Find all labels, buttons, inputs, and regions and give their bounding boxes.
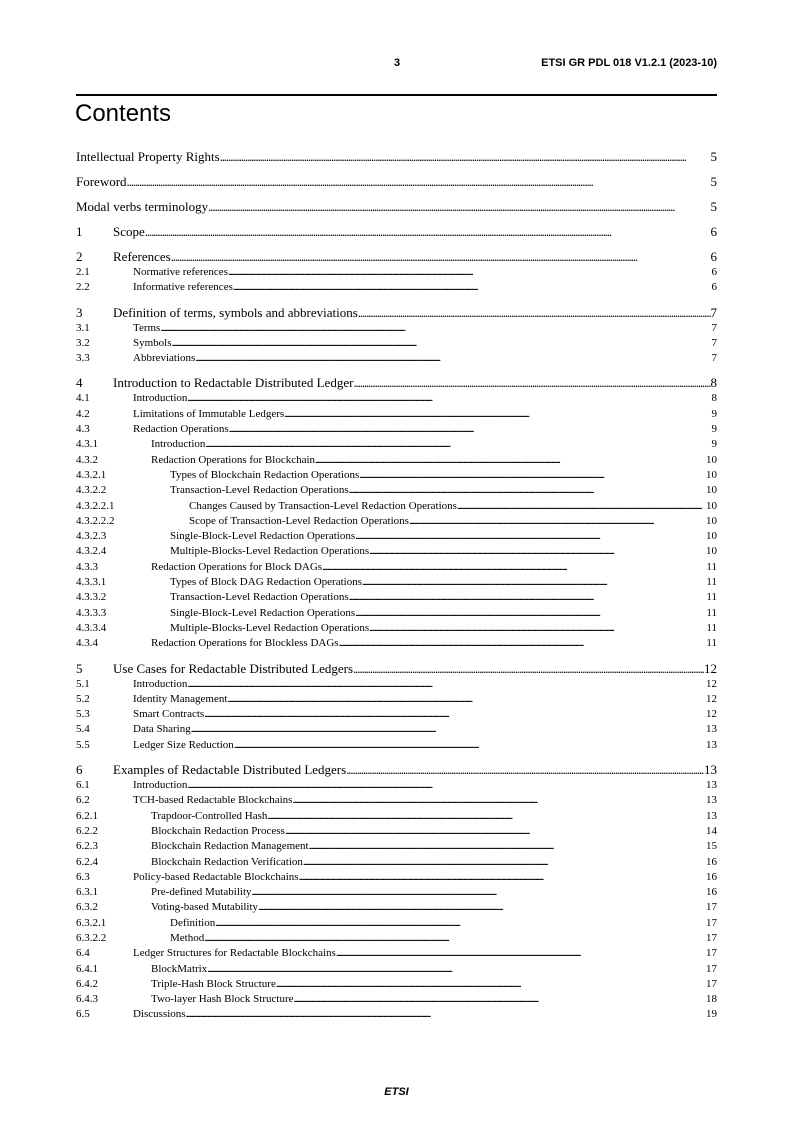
- toc-entry[interactable]: [76, 529, 717, 544]
- toc-entry-number: 4.3.4: [76, 637, 98, 650]
- dot-leader: [258, 900, 706, 915]
- toc-entry-number: 3.2: [76, 336, 90, 349]
- toc-entry-title[interactable]: Blockchain Redaction Management: [151, 840, 309, 853]
- toc-entry[interactable]: [76, 722, 717, 737]
- toc-entry-title[interactable]: Method: [170, 931, 205, 944]
- toc-entry-number: 5.3: [76, 708, 90, 721]
- toc-entry-page: 7: [711, 321, 717, 334]
- toc-entry-number: 4.1: [76, 392, 90, 405]
- toc-entry-title[interactable]: Abbreviations: [133, 352, 196, 365]
- toc-entry-title[interactable]: Introduction: [133, 677, 188, 690]
- toc-entry-page: 10: [706, 545, 717, 558]
- toc-entry-number: 6.4.3: [76, 993, 98, 1006]
- toc-entry-title[interactable]: Terms: [133, 321, 161, 334]
- toc-entry[interactable]: [76, 660, 717, 677]
- dot-leader: [349, 590, 707, 605]
- dot-leader: [362, 575, 706, 590]
- dot-leader: [284, 407, 711, 422]
- toc-entry-page: 17: [706, 947, 717, 960]
- toc-entry[interactable]: [76, 575, 717, 590]
- toc-entry-title[interactable]: Policy-based Redactable Blockchains: [133, 870, 299, 883]
- toc-entry-page: 6: [711, 281, 717, 294]
- toc-entry-title[interactable]: Examples of Redactable Distributed Ledgers: [113, 762, 347, 778]
- toc-entry-page: 15: [706, 840, 717, 853]
- toc-entry-page: 11: [706, 576, 717, 589]
- toc-entry-page: 12: [706, 692, 717, 705]
- dot-leader: [160, 321, 711, 336]
- dot-leader: [309, 839, 706, 854]
- toc-entry-page: 12: [706, 708, 717, 721]
- page-title: Contents: [75, 100, 172, 127]
- toc-entry-page: 17: [706, 962, 717, 975]
- toc-entry-number: 4.3.3.4: [76, 621, 107, 634]
- toc-entry-page: 16: [706, 855, 717, 868]
- toc-entry[interactable]: [76, 900, 717, 915]
- dot-leader: [353, 660, 704, 677]
- toc-entry-number: 6.3.2: [76, 901, 98, 914]
- toc-entry-page: 11: [706, 606, 717, 619]
- toc-entry-title[interactable]: Pre-defined Mutability: [151, 886, 252, 899]
- toc-entry-page: 17: [706, 901, 717, 914]
- toc-entry-page: 13: [706, 723, 717, 736]
- toc-entry[interactable]: [76, 391, 717, 406]
- toc-entry[interactable]: [76, 916, 717, 931]
- dot-leader: [205, 437, 711, 452]
- dot-leader: [233, 280, 712, 295]
- toc-entry-page: 7: [711, 336, 717, 349]
- dot-leader: [187, 778, 706, 793]
- toc-entry[interactable]: [76, 590, 717, 605]
- toc-entry[interactable]: [76, 692, 717, 707]
- dot-leader: [215, 916, 706, 931]
- toc-entry-number: 5.5: [76, 738, 90, 751]
- toc-entry-number: 3.1: [76, 321, 90, 334]
- dot-leader: [315, 453, 706, 468]
- toc-entry-page: 6: [710, 249, 717, 264]
- toc-entry[interactable]: [76, 223, 717, 240]
- dot-leader: [294, 992, 707, 1007]
- toc-entry[interactable]: [76, 468, 717, 483]
- toc-entry[interactable]: [76, 351, 717, 366]
- toc-entry-title[interactable]: Transaction-Level Redaction Operations: [170, 484, 349, 497]
- dot-leader: [187, 677, 706, 692]
- toc-entry-title[interactable]: Modal verbs terminology: [76, 199, 209, 214]
- toc-entry[interactable]: [76, 606, 717, 621]
- toc-entry-title[interactable]: TCH-based Redactable Blockchains: [133, 794, 293, 807]
- toc-entry[interactable]: [76, 336, 717, 351]
- toc-entry-title[interactable]: Definition of terms, symbols and abbreviations: [113, 304, 358, 320]
- dot-leader: [355, 606, 706, 621]
- toc-entry-page: 6: [710, 224, 717, 239]
- toc-entry-page: 17: [706, 931, 717, 944]
- toc-entry-title[interactable]: Single-Block-Level Redaction Operations: [170, 606, 356, 619]
- toc-entry-number: 4.3.3: [76, 560, 98, 573]
- toc-entry-title[interactable]: Smart Contracts: [133, 708, 205, 721]
- dot-leader: [252, 885, 706, 900]
- toc-entry[interactable]: [76, 321, 717, 336]
- toc-entry-title[interactable]: Discussions: [133, 1008, 186, 1021]
- toc-entry-number: 6.4.2: [76, 977, 98, 990]
- toc-entry[interactable]: [76, 839, 717, 854]
- toc-entry-number: 4.3.2: [76, 453, 98, 466]
- toc-entry[interactable]: [76, 453, 717, 468]
- toc-entry-title[interactable]: BlockMatrix: [151, 962, 208, 975]
- dot-leader: [292, 793, 706, 808]
- toc-entry-page: 10: [706, 484, 717, 497]
- toc-entry-page: 17: [706, 977, 717, 990]
- toc-entry-title[interactable]: Introduction: [133, 392, 188, 405]
- dot-leader: [355, 529, 706, 544]
- toc-entry-number: 3.3: [76, 352, 90, 365]
- toc-entry-number: 3: [76, 304, 83, 320]
- toc-entry-number: 4.3.2.2.1: [76, 499, 115, 512]
- toc-entry-number: 6.4: [76, 947, 90, 960]
- toc-entry-page: 8: [710, 375, 717, 391]
- toc-entry[interactable]: [76, 885, 717, 900]
- toc-entry[interactable]: [76, 248, 717, 265]
- toc-entry[interactable]: [76, 855, 717, 870]
- toc-entry-page: 11: [706, 591, 717, 604]
- toc-entry[interactable]: [76, 793, 717, 808]
- toc-entry-title[interactable]: Ledger Size Reduction: [133, 738, 234, 751]
- toc-entry-title[interactable]: Redaction Operations for Block DAGs: [151, 560, 323, 573]
- toc-entry-page: 13: [706, 809, 717, 822]
- toc-entry-number: 4.3.2.2.2: [76, 514, 115, 527]
- toc-entry-number: 4.3.3.3: [76, 606, 107, 619]
- toc-entry-title[interactable]: Limitations of Immutable Ledgers: [133, 407, 285, 420]
- toc-entry-number: 6.1: [76, 779, 90, 792]
- toc-entry-number: 6.3: [76, 870, 90, 883]
- toc-entry-title[interactable]: Redaction Operations: [133, 423, 229, 436]
- toc-entry-page: 9: [711, 423, 717, 436]
- toc-entry-number: 5.1: [76, 677, 90, 690]
- toc-entry-title[interactable]: Transaction-Level Redaction Operations: [170, 591, 349, 604]
- toc-entry-page: 9: [711, 438, 717, 451]
- dot-leader: [339, 636, 707, 651]
- toc-entry-page: 14: [706, 824, 717, 837]
- table-of-contents: [76, 148, 717, 1023]
- dot-leader: [409, 514, 706, 529]
- toc-entry-page: 11: [706, 621, 717, 634]
- toc-entry-title[interactable]: Triple-Hash Block Structure: [151, 977, 276, 990]
- dot-leader: [276, 977, 706, 992]
- dot-leader: [457, 499, 706, 514]
- toc-entry-title[interactable]: Voting-based Mutability: [151, 901, 259, 914]
- toc-entry-page: 18: [706, 993, 717, 1006]
- toc-entry-number: 6: [76, 762, 83, 778]
- toc-entry-page: 11: [706, 560, 717, 573]
- toc-entry-number: 4.2: [76, 407, 90, 420]
- dot-leader: [369, 621, 706, 636]
- toc-entry-number: 6.2.4: [76, 855, 98, 868]
- toc-entry-title[interactable]: Changes Caused by Transaction-Level Redaction Operations: [189, 499, 457, 512]
- toc-entry-title[interactable]: Redaction Operations for Blockchain: [151, 453, 316, 466]
- toc-entry[interactable]: [76, 621, 717, 636]
- toc-entry[interactable]: [76, 809, 717, 824]
- toc-entry[interactable]: [76, 280, 717, 295]
- toc-entry-page: 16: [706, 886, 717, 899]
- toc-entry-title[interactable]: Single-Block-Level Redaction Operations: [170, 530, 356, 543]
- dot-leader: [369, 544, 706, 559]
- toc-entry-number: 5: [76, 660, 83, 676]
- toc-entry-number: 4.3: [76, 423, 90, 436]
- toc-entry-page: 10: [706, 530, 717, 543]
- toc-entry-title[interactable]: Redaction Operations for Blockless DAGs: [151, 637, 339, 650]
- toc-entry-page: 13: [706, 794, 717, 807]
- toc-entry[interactable]: [76, 870, 717, 885]
- toc-entry-number: 6.3.2.2: [76, 931, 107, 944]
- toc-entry-page: 6: [711, 266, 717, 278]
- toc-entry-title[interactable]: References: [113, 249, 171, 264]
- toc-entry-title[interactable]: Types of Block DAG Redaction Operations: [170, 576, 362, 589]
- toc-entry-number: 2.2: [76, 281, 90, 294]
- dot-leader: [359, 468, 706, 483]
- toc-entry-number: 5.2: [76, 692, 90, 705]
- dot-leader: [229, 422, 712, 437]
- toc-entry-number: 6.2.1: [76, 809, 98, 822]
- toc-entry[interactable]: [76, 198, 717, 215]
- document-id: ETSI GR PDL 018 V1.2.1 (2023-10): [541, 57, 717, 69]
- toc-entry-page: 17: [706, 916, 717, 929]
- toc-entry-title[interactable]: Blockchain Redaction Verification: [151, 855, 303, 868]
- dot-leader: [346, 761, 704, 778]
- toc-entry-page: 13: [704, 762, 717, 778]
- dot-leader: [322, 560, 706, 575]
- toc-entry-number: 4.3.1: [76, 438, 98, 451]
- toc-entry-number: 6.2.2: [76, 824, 98, 837]
- footer-etsi: ETSI: [384, 1086, 409, 1098]
- toc-entry-title[interactable]: Intellectual Property Rights: [76, 149, 220, 164]
- toc-entry-number: 1: [76, 224, 83, 239]
- dot-leader: [171, 248, 711, 265]
- toc-entry-number: 4.3.3.1: [76, 576, 107, 589]
- toc-entry[interactable]: [76, 992, 717, 1007]
- toc-entry-page: 12: [704, 660, 717, 676]
- dot-leader: [127, 173, 711, 190]
- dot-leader: [187, 391, 711, 406]
- toc-entry-number: 6.3.1: [76, 886, 98, 899]
- toc-entry-number: 4: [76, 375, 83, 391]
- dot-leader: [208, 198, 710, 215]
- toc-entry-title[interactable]: Introduction: [133, 779, 188, 792]
- toc-entry[interactable]: [76, 407, 717, 422]
- toc-entry-page: 16: [706, 870, 717, 883]
- dot-leader: [228, 265, 712, 280]
- dot-leader: [358, 304, 711, 321]
- toc-entry[interactable]: [76, 560, 717, 575]
- toc-entry-title[interactable]: Scope of Transaction-Level Redaction Operations: [189, 514, 409, 527]
- toc-entry[interactable]: [76, 738, 717, 753]
- dot-leader: [145, 223, 711, 240]
- toc-entry-title[interactable]: Introduction to Redactable Distributed Ledger: [113, 375, 354, 391]
- toc-entry-number: 6.2: [76, 794, 90, 807]
- toc-entry-number: 6.5: [76, 1008, 90, 1021]
- toc-entry-title[interactable]: Two-layer Hash Block Structure: [151, 993, 294, 1006]
- toc-entry-title[interactable]: Identity Management: [133, 692, 228, 705]
- toc-entry[interactable]: [76, 707, 717, 722]
- dot-leader: [349, 483, 706, 498]
- dot-leader: [186, 1007, 706, 1022]
- toc-entry-number: 2: [76, 249, 83, 264]
- toc-entry-title[interactable]: Symbols: [133, 336, 172, 349]
- dot-leader: [204, 707, 706, 722]
- toc-entry-page: 10: [706, 514, 717, 527]
- toc-entry[interactable]: [76, 514, 717, 529]
- toc-entry-title[interactable]: Scope: [113, 224, 145, 239]
- toc-entry[interactable]: [76, 778, 717, 793]
- dot-leader: [336, 946, 706, 961]
- toc-entry-page: 12: [706, 677, 717, 690]
- dot-leader: [285, 824, 706, 839]
- toc-entry[interactable]: [76, 946, 717, 961]
- toc-entry[interactable]: [76, 824, 717, 839]
- dot-leader: [303, 855, 706, 870]
- toc-entry-number: 2.1: [76, 266, 90, 278]
- toc-entry-number: 4.3.2.2: [76, 484, 107, 497]
- toc-entry[interactable]: [76, 304, 717, 321]
- dot-leader: [299, 870, 706, 885]
- toc-entry-page: 8: [711, 392, 717, 405]
- page-number: 3: [393, 57, 401, 69]
- toc-entry-number: 4.3.2.1: [76, 468, 107, 481]
- toc-entry-title[interactable]: Informative references: [133, 281, 233, 294]
- toc-entry-number: 6.3.2.1: [76, 916, 107, 929]
- toc-entry-page: 13: [706, 779, 717, 792]
- toc-entry-title[interactable]: Multiple-Blocks-Level Redaction Operations: [170, 545, 370, 558]
- toc-entry[interactable]: [76, 265, 717, 280]
- toc-entry[interactable]: [76, 483, 717, 498]
- toc-entry-title[interactable]: Foreword: [76, 174, 127, 189]
- toc-entry[interactable]: [76, 977, 717, 992]
- toc-entry-title[interactable]: Normative references: [133, 266, 228, 278]
- dot-leader: [207, 962, 706, 977]
- toc-entry-page: 9: [711, 407, 717, 420]
- toc-entry-title[interactable]: Types of Blockchain Redaction Operations: [170, 468, 360, 481]
- toc-entry-page: 13: [706, 738, 717, 751]
- dot-leader: [204, 931, 706, 946]
- toc-entry[interactable]: [76, 499, 717, 514]
- toc-entry-title[interactable]: Introduction: [151, 438, 206, 451]
- toc-entry-page: 5: [710, 174, 717, 189]
- toc-entry[interactable]: [76, 677, 717, 692]
- toc-entry[interactable]: [76, 931, 717, 946]
- dot-leader: [195, 351, 711, 366]
- toc-entry-title[interactable]: Data Sharing: [133, 723, 191, 736]
- toc-entry[interactable]: [76, 962, 717, 977]
- dot-leader: [220, 148, 711, 165]
- toc-entry-number: 5.4: [76, 723, 90, 736]
- dot-leader: [267, 809, 706, 824]
- toc-entry-page: 11: [706, 637, 717, 650]
- toc-entry-number: 6.4.1: [76, 962, 98, 975]
- toc-entry-number: 4.3.2.4: [76, 545, 107, 558]
- toc-entry-title[interactable]: Ledger Structures for Redactable Blockchains: [133, 947, 336, 960]
- toc-entry-page: 19: [706, 1008, 717, 1021]
- header-rule: [76, 94, 717, 96]
- toc-entry-page: 10: [706, 453, 717, 466]
- toc-entry-page: 10: [706, 499, 717, 512]
- dot-leader: [191, 722, 706, 737]
- toc-entry[interactable]: [76, 761, 717, 778]
- toc-entry-number: 4.3.2.3: [76, 530, 107, 543]
- toc-entry-number: 6.2.3: [76, 840, 98, 853]
- toc-entry-title[interactable]: Use Cases for Redactable Distributed Ledgers: [113, 660, 354, 676]
- dot-leader: [234, 738, 706, 753]
- toc-entry-page: 10: [706, 468, 717, 481]
- toc-entry[interactable]: [76, 544, 717, 559]
- toc-entry[interactable]: [76, 636, 717, 651]
- toc-entry[interactable]: [76, 374, 717, 391]
- toc-entry[interactable]: [76, 437, 717, 452]
- dot-leader: [172, 336, 712, 351]
- toc-entry-title[interactable]: Blockchain Redaction Process: [151, 824, 285, 837]
- toc-entry[interactable]: [76, 422, 717, 437]
- toc-entry-page: 5: [710, 149, 717, 164]
- toc-entry-page: 7: [710, 304, 717, 320]
- toc-entry-page: 7: [711, 352, 717, 365]
- toc-entry-page: 5: [710, 199, 717, 214]
- toc-entry[interactable]: [76, 1007, 717, 1022]
- toc-entry[interactable]: [76, 148, 717, 165]
- dot-leader: [353, 374, 710, 391]
- toc-entry[interactable]: [76, 173, 717, 190]
- toc-entry-number: 4.3.3.2: [76, 591, 107, 604]
- toc-entry-title[interactable]: Multiple-Blocks-Level Redaction Operations: [170, 621, 370, 634]
- toc-entry-title[interactable]: Definition: [170, 916, 216, 929]
- toc-entry-title[interactable]: Trapdoor-Controlled Hash: [151, 809, 268, 822]
- dot-leader: [227, 692, 706, 707]
